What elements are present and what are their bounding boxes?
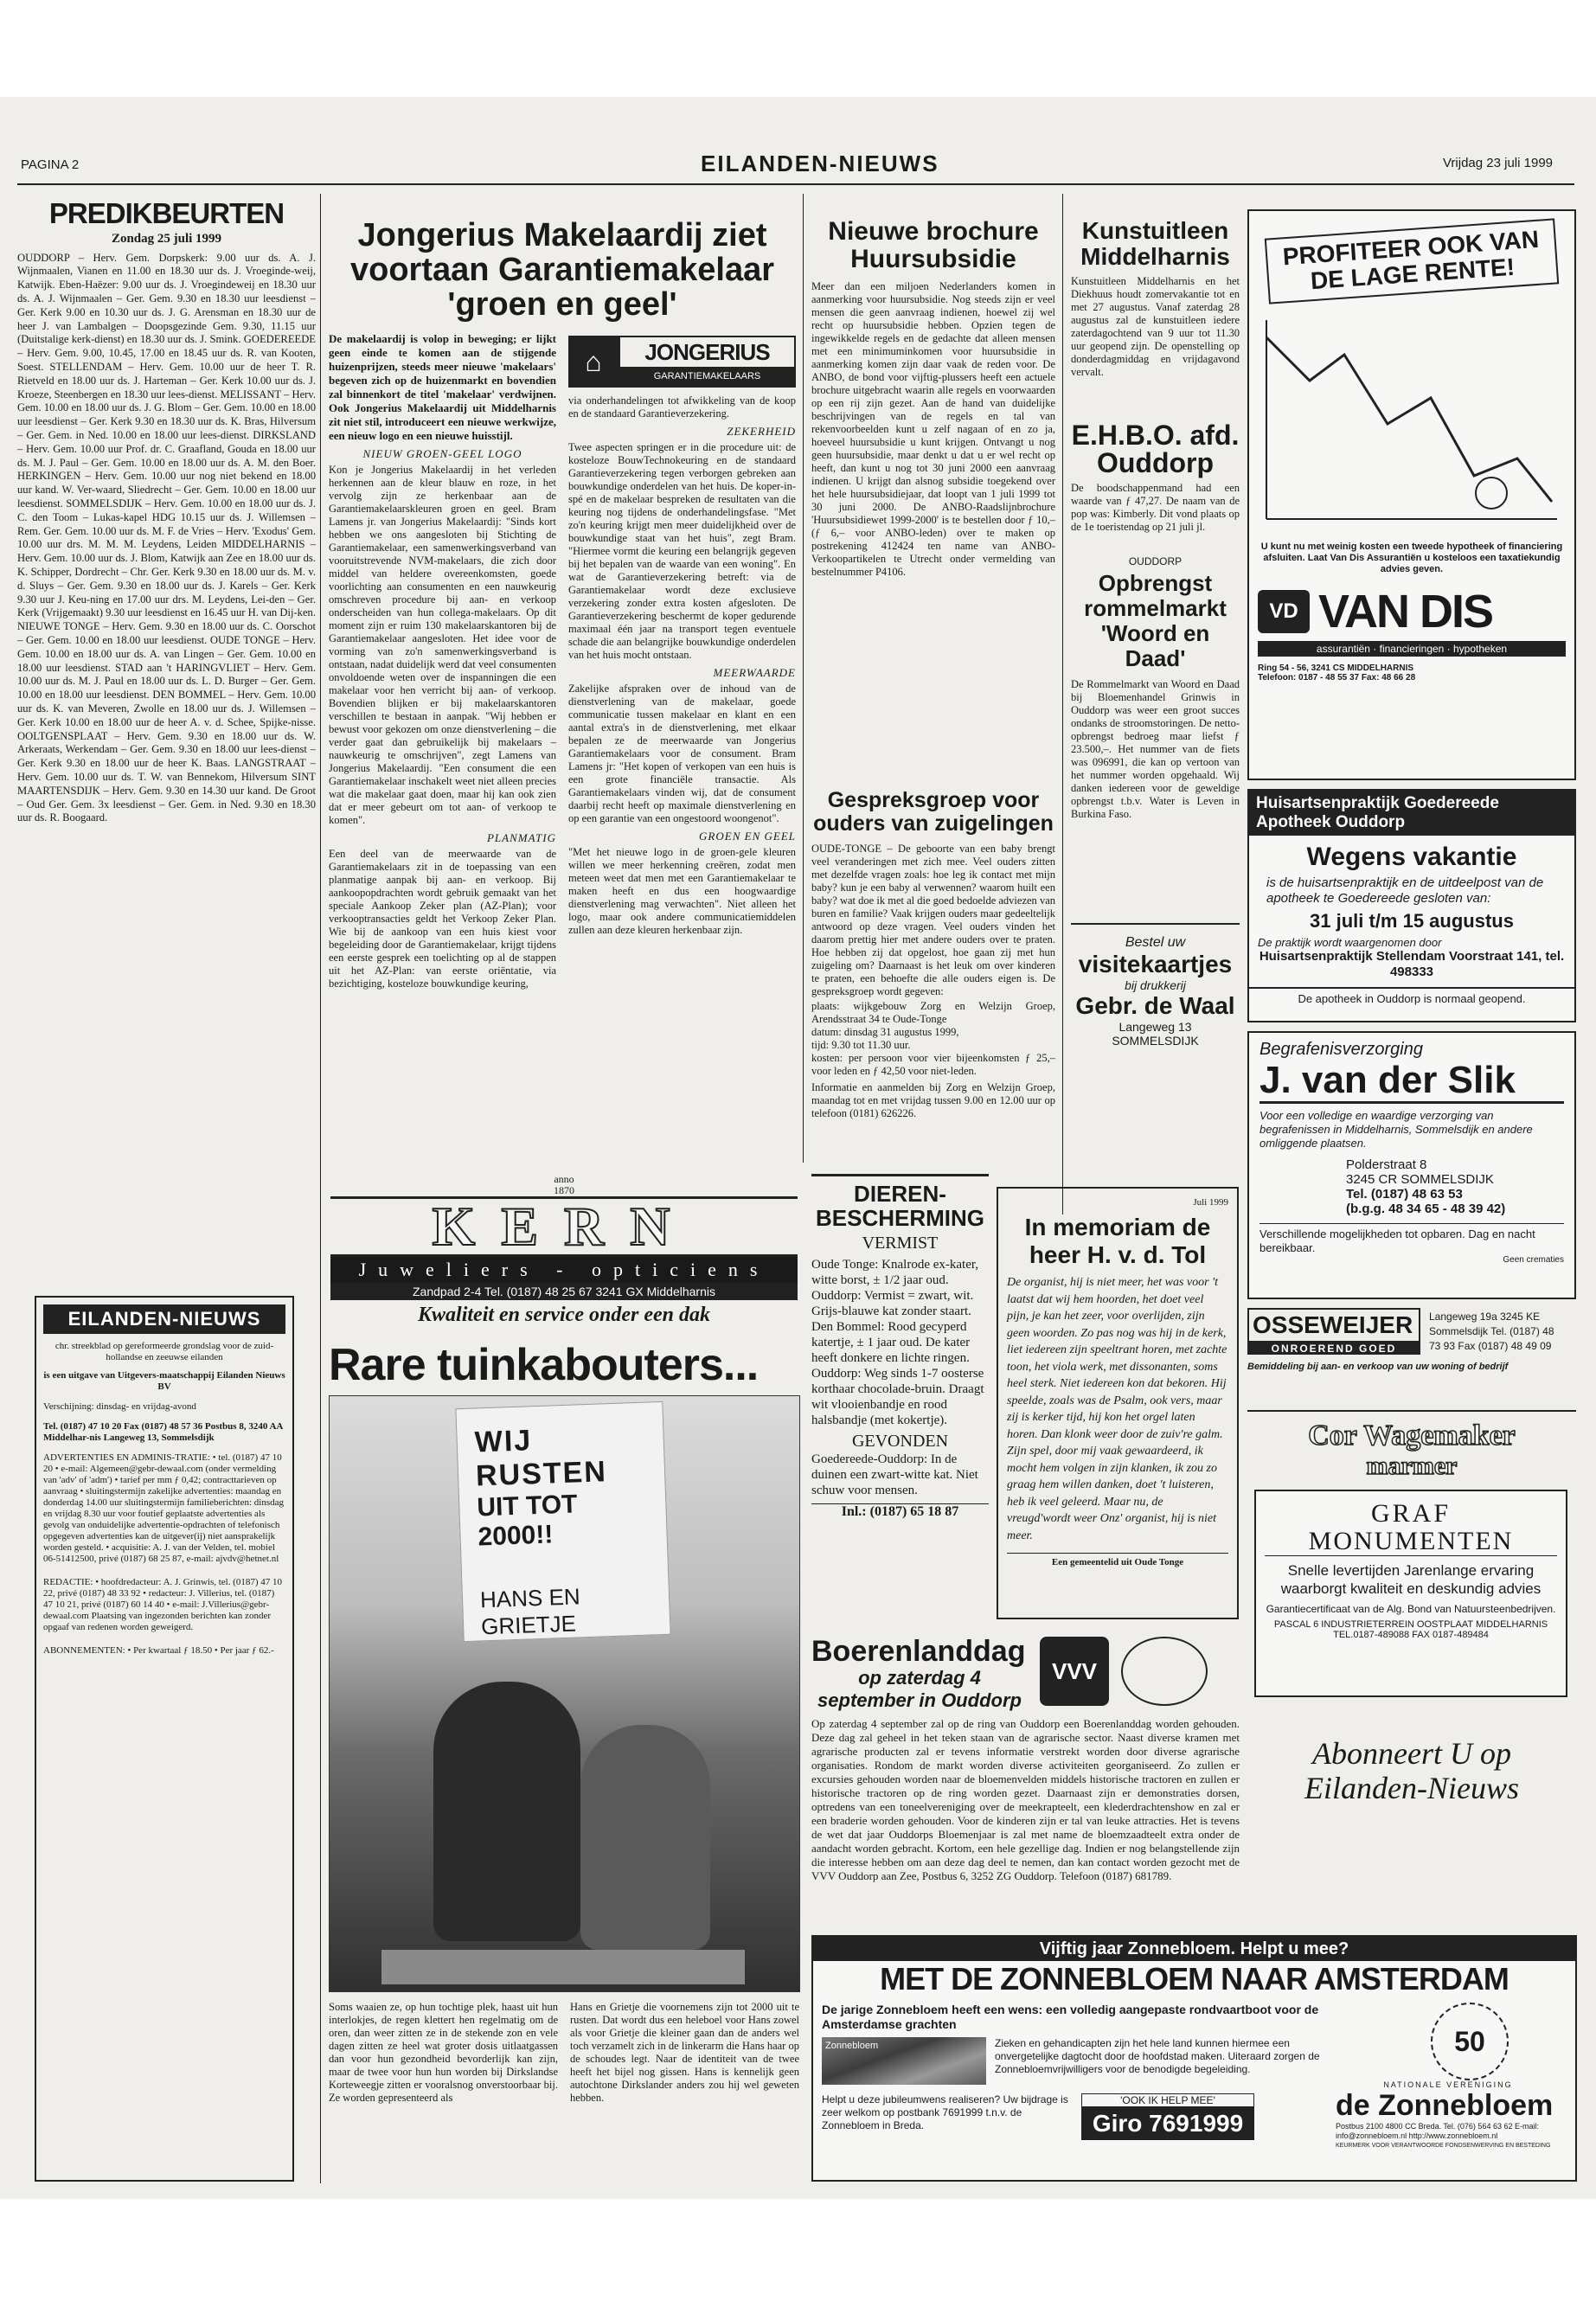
tuinkabouters-sign — [455, 1401, 670, 1642]
jongerius-headline: Jongerius Makelaardij ziet voortaan Garantiemakelaar 'groen en geel' — [349, 218, 774, 323]
osseweijer-ad — [1247, 1308, 1576, 1412]
dieren-article — [811, 1174, 989, 1632]
zonnebloem-ask: Helpt u deze jubileumwens realiseren? Uw bijdrage is zeer welkom op postbank 7691999 t.n.v. de Zonnebloem in Breda. — [822, 2093, 1068, 2131]
wagemaker-line2: marmer — [1366, 1452, 1458, 1480]
tuinkabouters-article — [329, 1343, 800, 2182]
dieren-sub1: VERMIST — [862, 1234, 939, 1253]
memoriam-poem: De organist, hij is niet meer, het was voor 't laatst dat wij hem hoorden, het doet veel pijn, je kan het zeer, voor overlijden, zijn geen woorden. Zo pas nog was hij in de kerk, liet iedereen zijn speeltrant horen, met zachte toon, het viola werk, met dissonanten, soms heel sterk. Niet iedereen kon dat bekoren. Hij speelde, zoals was de Psalm, ook vers, maar zij is kerker tijd, hij kon het orgel laten horen. Dan klonk weer door de zuiv're galm. Zijn spel, door mij vaak gewaardeerd, ik mocht hem volgen in zijn klanken, ik zou zo graag hem willen danken, doet 't luisteren, heb ik veel geleerd. Maar nu, de vreugd'wordt weer Onz' organist, hij is niet meer. — [1007, 1276, 1227, 1542]
abonneer-line1: Abonneert U op — [1312, 1736, 1511, 1771]
graf-address: PASCAL 6 INDUSTRIETERREIN OOSTPLAAT MIDDELHARNIS — [1273, 1619, 1548, 1630]
rommelmarkt-kicker: OUDDORP — [1128, 555, 1183, 567]
vandis-ad — [1247, 209, 1576, 780]
gnome-hans-figure — [433, 1682, 580, 1941]
kern-ad — [330, 1174, 798, 1334]
rommelmarkt-text: De Rommelmarkt van Woord en Daad bij Bloemenhandel Grinwis in Ouddorp was weer een groot succes ondanks de stroomstoringen. De netto-opbrengst bedroeg maar liefst ƒ 23.500,–. Het nummer van de fiets was 096991, die kan op vertoon van het nummer worden opgehaald. Wij danken iedereen voor de geweldige opbrengst t.b.v. Water is Leven in Burkina Faso. — [1071, 678, 1240, 820]
visitekaartjes-line3: bij drukkerij — [1125, 978, 1186, 992]
newspaper-page — [0, 97, 1596, 2199]
huisarts-line3: Huisartsenpraktijk Stellendam Voorstraat 141, tel. 498333 — [1259, 949, 1565, 979]
begrafenis-name: J. van der Slik — [1259, 1060, 1564, 1104]
jongerius-lead: De makelaardij is volop in beweging; er lijkt geen einde te komen aan de stijgende huizenprijzen, steeds meer nieuwe 'makelaars' begeven zich op de huizenmarkt en bovendien zal binnenkort de titel 'makelaar' verdwijnen. Ook Jongerius Makelaardij uit Middelharnis zit niet stil, introduceert een nieuwe werkwijze, een nieuw logo en een nieuwe huisstijl. — [329, 332, 556, 442]
abonneer-line2: Eilanden-Nieuws — [1304, 1771, 1519, 1805]
rommelmarkt-headline: Opbrengst rommelmarkt 'Woord en Daad' — [1084, 570, 1227, 671]
begrafenis-gsm: (b.g.g. 48 34 65 - 48 39 42) — [1346, 1202, 1506, 1216]
tuinkabouters-headline: Rare tuinkabouters... — [329, 1343, 759, 1390]
kunstuitleen-headline: Kunstuitleen Middelharnis — [1080, 218, 1230, 270]
gespreksgroep-time: tijd: 9.30 tot 11.30 uur. — [811, 1039, 911, 1051]
kerkdiensten-list: OUDDORP – Herv. Gem. Dorpskerk: 9.00 uur ds. A. J. Wijnmaalen, Vianen en 11.00 en 18.30 uur ds. J. Vroeginde-weij, Katwijk. Eben-Haëzer: 9.00 uur ds. J. Vroegindeweij en 18.30 uur ds. A. J. Wijnmaalen – Ger. Gem. 9.30 en 18.30 uur leesdienst – Ger. Kerk 9.00 en 10.30 uur ds. J. G. Arensman en 18.30 uur de heer J. van Lambalgen – Doopsgezinde Gem. 9.30, 11.15 uur (Duitstalige kerk-dienst) en 18.30 uur ds. J. Smink. GOEDEREEDE – Herv. Gem. 9.00, 10.45, 17.00 en 18.45 uur ds. R. van Kooten, Soest. STELLENDAM – Herv. Gem. 10.00 uur de heer T. R. Rietveld en 18.00 uur ds. J. Harteman – Ger. Kerk 10.00 uur ds. J. Kroeze, Steenbergen en 18.30 uur lees-dienst. MELISSANT – Herv. Gem. 10.00 en 18.00 uur ds. J. G. Blom – Ger. Gem. 10.00 en 18.00 uur leesdienst – Ger. Kerk 9.30 en 18.30 uur ds. K. Bras, Hilversum – Ger. Gem. in Ned. 10.00 en 18.00 uur lees-dienst. DIRKSLAND – Herv. Gem. 10.00 uur Prof. dr. C. Graafland, Gouda en 18.00 uur ds. M. J. Paul – Ger. Gem. 10.00 en 18.00 uur ds. A. M. den Boer. HERKINGEN – Herv. Gem. 10.00 uur nog niet bekend en 18.00 uur kand. W. Ver-waard, Sliedrecht – Ger. Gem. 10.00 en 18.00 uur leesdienst. SOMMELSDIJK – Herv. Gem. 10.00 en 18.00 uur ds. J. C. den Toom – Lukas-kapel HDG 10.15 uur ds. J. Willemsen – Rem. Ger. Gem. 10.00 uur ds. M. F. de Vries – Herv. 'Exodus' Gem. 10.00 uur drs. M. M. M. Leydens, Leiden MIDDELHARNIS – Herv. Gem. 10.00 uur ds. J. Blom, Katwijk aan Zee en 18.00 uur ds. K. Schipper, Dordrecht – Chr. Ger. Kerk 9.30 en 18.00 uur ds. M. v. d. Sluys – Ger. Gem. 9.30 en 18.00 uur ds. J. Karels – Ger. Kerk 9.30 uur J. Keu-ning en 17.00 uur drs. M. Leydens, Lei-den – Ger. Kerk (Vrijgemaakt) 9.30 uur leesdienst en 16.45 uur H. van Dij-ken. NIEUWE TONGE – Herv. Gem. 9.30 en 18.00 uur ds. C. Oorschot – Ger. Gem. 10.00 en 18.00 uur leesdienst. OUDE TONGE – Herv. Gem. 10.00 en 18.00 uur ds. A. van Lingen – Ger. Gem. 10.00 en 18.00 uur leesdienst. STAD aan 't HARINGVLIET – Herv. Gem. 10.00 uur ds. M. J. Paul en 18.00 uur ds. L. D. Burger – Ger. Gem. 10.00 en 18.00 uur leesdienst. DEN BOMMEL – Herv. Gem. 10.00 uur ds. K. van Meveren, Zwolle en 18.00 uur ds. J. Willemsen – Ger. Kerk 10.00 en 18.00 uur de heer A. v. d. Schee, Spijke-nisse. OOLTGENSPLAAT – Herv. Gem. 9.30 en 18.00 uur ds. W. Arkeraats, Werkendam – Ger. Gem. 9.30 en 18.00 uur lees-dienst – Ger. Kerk 9.30 en 18.00 uur de heer K. Baas. LANGSTRAAT – Herv. Gem. 10.00 uur ds. T. W. van Bennekom, Hilversum SINT MAARTENSDIJK – Herv. Gem. 9.30 en 14.30 uur kand. De Groot – Oud Ger. Gem. 3x leesdienst – Ger. Gem. in Ned. 9.30 en 18.30 uur ds. R. Boogaard. — [17, 251, 316, 824]
zonnebloem-logo: de Zonnebloem — [1336, 2089, 1554, 2122]
jongerius-sub2: PLANMATIG — [486, 831, 556, 844]
zonnebloem-boat-photo: Zonnebloem — [822, 2037, 986, 2085]
dieren-tel: Inl.: (0187) 65 18 87 — [811, 1503, 989, 1520]
vandis-phone: Telefoon: 0187 - 48 55 37 Fax: 48 66 28 — [1258, 673, 1416, 683]
huisarts-headline: Wegens vakantie — [1306, 843, 1517, 871]
dieren-headline: DIEREN-BESCHERMING — [811, 1174, 989, 1230]
zonnebloem-headline: MET DE ZONNEBLOEM NAAR AMSTERDAM — [880, 1961, 1509, 1997]
kerkdiensten-date: Zondag 25 juli 1999 — [111, 231, 222, 246]
kerkdiensten — [17, 199, 316, 1358]
colofon-abonnement: ABONNEMENTEN: • Per kwartaal ƒ 18.50 • Per jaar ƒ 62.- — [43, 1645, 274, 1656]
kunstuitleen-text: Kunstuitleen Middelharnis en het Diekhuus houdt zomervakantie tot en met 27 augustus. Vanaf zaterdag 28 augustus zal de kunstuitleen iedere zaterdagochtend van 9 uur tot 11.30 uur geopend zijn. De openstelling op donderdagmiddag en vrijdagavond vervalt. — [1071, 275, 1240, 378]
jongerius-article — [329, 218, 796, 1170]
memoriam-date: Juli 1999 — [1193, 1197, 1228, 1208]
huisarts-title: Huisartsenpraktijk Goedereede Apotheek Ouddorp — [1249, 791, 1574, 836]
ehbo-article — [1071, 421, 1240, 542]
bloemenjaar-logo-icon — [1121, 1637, 1208, 1706]
zonnebloem-50-badge: 50 — [1431, 2003, 1509, 2080]
boerenlanddag-article — [811, 1637, 1240, 1957]
brochure-text: Meer dan een miljoen Nederlanders komen in aanmerking voor huursubsidie. Nog steeds zijn er veel mensen die geen aanvraag indienen, hoewel zij wel recht op huursubsidie hebben. Opzien tegen de ingewikkelde regels en de gedachte dat alleen mensen met een minimuminkomen voor huursubsidie in aanmerking komen zijn daar vaak de reden voor. De ANBO, de bond voor vijftig-plussers heeft een actuele brochure uitgebracht waarin alle regels en voorwaarden op een rij zijn gezet. Aan de hand van duidelijke beschrijvingen van de regels en tal van rekenvoorbeelden kunt u zelf nagaan of en zo ja, hoeveel huursubsidie u kunt krijgen. Ontvangt u nog geen huursubsidie, maar denkt u dat u er wel recht op heeft, dan kunt u nog tot 30 juni 2000 een aanvraag indienen. U krijgt dan alsnog subsidie toegekend over het hele huursubsidiejaar, dat loopt van 1 juli 1999 tot 30 juni 2000. De ANBO-Raadslijnbrochure 'Huursubsidiewet 1999-2000' is te bestellen door ƒ 10,– (ƒ 6,– voor ANBO-leden) over te maken op postrekening 412424 ten name van ANBO-Verkoopartikelen te Utrecht onder vermelding van bestelnummer P4106. — [811, 280, 1055, 578]
jongerius-text1: Kon je Jongerius Makelaardij in het verleden herkennen aan de kleur blauw en roze, in het vervolg zijn ze herkenbaar aan de Garantiemakelaarskleuren groen en geel. Bram Lamens jr. van Jongerius Makelaardij: "Sinds kort hebben we ons aangesloten bij Stichting de Garantiemakelaar, een samenwerkingsverband van vooruitstrevende NVM-makelaars, die zich door middel van heldere overeenkomsten, goede voorlichting aan consumenten en een nauwkeurig omschreven procedure bij aan- en verkoop onderscheiden van hun collega-makelaars. Op dit moment zijn er ruim 130 makelaarskantoren bij de Garantiemakelaar aangesloten. Het idee voor de vorming van zo'n samenwerkingsverband is ontstaan, nadat duidelijk werd dat veel consumenten onvoldoende weten over de inspanningen die een makelaar voor hen verricht bij aan- of verkoop. Bovendien blijken er bij makelaarskantoren verschillen te bestaan in aanpak. "Wij hebben er bewust voor gekozen om onze dienstverlening – die verder gaat dan gebruikelijk bij makelaars – nauwkeurig te omschrijven", zegt Lamens van Jongerius Makelaardij. "Een consument die een Garantiemakelaar inschakelt weet niet alleen precies wat die makelaar gaat doen, maar hij kan ook zien dat er meer gebeurt om tot aan- of verkoop te komen". — [329, 464, 556, 826]
colofon — [35, 1296, 294, 2182]
gespreksgroep-costs: kosten: per persoon voor vier bijeenkomsten ƒ 25,– voor leden en ƒ 42,50 voor niet-leden. — [811, 1052, 1055, 1077]
gespreksgroep-date: datum: dinsdag 31 augustus 1999, — [811, 1026, 959, 1038]
dieren-text2: Goedereede-Ouddorp: In de duinen een zwart-witte kat. Niet schuw voor mensen. — [811, 1452, 978, 1497]
column-divider — [320, 194, 321, 2183]
ehbo-text: De boodschappenmand had een waarde van ƒ 47,27. De naam van de pop was: Kimberly. Dit vond plaats op de 1e toeristendag op 21 juli jl. — [1071, 482, 1240, 533]
column-divider — [1062, 194, 1063, 1215]
gespreksgroep-place: plaats: wijkgebouw Zorg en Welzijn Groep, Arendsstraat 34 te Oude-Tonge — [811, 1000, 1055, 1025]
colofon-contact: Tel. (0187) 47 10 20 Fax (0187) 48 57 36 Postbus 8, 3240 AA Middelhar-nis Langeweg 13, Sommelsdijk — [43, 1421, 283, 1443]
osseweijer-tagline: Bemiddeling bij aan- en verkoop van uw woning of bedrijf — [1247, 1362, 1509, 1372]
graf-line2: MONUMENTEN — [1265, 1528, 1557, 1556]
osseweijer-address: Langeweg 19a 3245 KE Sommelsdijk Tel. (0187) 48 73 93 Fax (0187) 48 49 09 — [1429, 1310, 1554, 1352]
gespreksgroep-text: OUDE-TONGE – De geboorte van een baby brengt veel veranderingen met zich mee. Veel ouders zitten met dezelfde vragen zoals: hoe leg ik contact met mijn baby? kun je een baby al verwennen? waarom huilt een baby? wat doe ik met al die goed bedoelde adviezen van buren en familie? Vaak krijgen ouders maar gedeeltelijk antwoord op deze vragen. Veel ouders vinden het daarom prettig hier met andere ouders over te praten. Hoe hebben zij dat opgelost, hoe gaan zij met hun zuigeling om? Daarnaast is het leuk om over kinderen te praten, een behoefte die alle ouders eigen is. De gespreksgroep wordt gegeven: — [811, 843, 1055, 997]
begrafenis-note: Geen crematies — [1503, 1255, 1564, 1265]
column-divider — [803, 194, 804, 1163]
vandis-headline: PROFITEER OOK VAN DE LAGE RENTE! — [1265, 218, 1559, 304]
tuinkabouters-sign-line1: WIJ RUSTEN — [474, 1424, 608, 1493]
graf-ad — [1254, 1490, 1567, 1697]
memoriam-ad — [997, 1187, 1239, 1619]
issue-date: Vrijdag 23 juli 1999 — [1442, 156, 1553, 170]
header-rule — [17, 183, 1574, 185]
boerenlanddag-text: Op zaterdag 4 september zal op de ring van Ouddorp een Boerenlanddag worden gehouden. Deze dag zal geheel in het teken staan van de agrarische sector. Naast diverse kramen met agrarische producten zal er tevens informatie verstrekt worden door diverse agrarische organisaties. Rondom de markt worden diverse activiteiten georganiseerd. Zo zullen er excursies gehouden worden naar de bloemenvelden middels historische tractoren en zullen er historische tractoren op de ring worden gezet. Daarnaast zijn er demonstraties dorsen, optredens van een toneelvereniging over de meekrapteelt, een klederdrachtenshow en zal er een braderie worden gehouden. Voor de kinderen zijn er tal van leuke attracties. Het is tevens de wet dat jaar Ouddorps Bloemenjaar is zal met name de bloemzaadteelt extra onder de aandacht worden gebracht. Kortom, een hele gezellige dag. Indien er nog belangstellende zijn die interesse hebben om aan deze dag deel te nemen, dan kan contact worden gezocht met de VVV Ouddorp aan Zee, Postbus 6, 3252 ZG Ouddorp. Telefoon (0187) 681789. — [811, 1716, 1240, 1882]
vvv-logo: VVV — [1040, 1637, 1109, 1706]
kern-subtitle: Juweliers - opticiens — [330, 1257, 798, 1283]
begrafenis-city: 3245 CR SOMMELSDIJK — [1346, 1172, 1494, 1187]
colofon-redactie: REDACTIE: • hoofdredacteur: A. J. Grinwis, tel. (0187) 47 10 22, privé (0187) 48 33 92 • redacteur: J. Villerius, tel. (0187) 47 10 21, privé (0187) 60 14 40 • e-mail: J.Villerius@gebr-dewaal.com Plaatsing van ingezonden berichten kan zonder opgaaf van redenen worden geweigerd. — [43, 1577, 283, 1632]
zonnebloem-giro: Giro 7691999 — [1081, 2107, 1254, 2140]
vandis-logo-mark: VD — [1258, 590, 1310, 633]
jongerius-sub1: NIEUW GROEN-GEEL LOGO — [362, 447, 522, 460]
wagemaker-line1: Cor Wagemaker — [1308, 1420, 1516, 1452]
brochure-headline: Nieuwe brochure Huursubsidie — [828, 218, 1039, 273]
begrafenis-footer: Verschillende mogelijkheden tot opbaren. Dag en nacht bereikbaar. — [1259, 1223, 1564, 1255]
jongerius-sub5: GROEN EN GEEL — [699, 830, 796, 843]
graf-features: Snelle levertijden Jarenlange ervaring waarborgt kwaliteit en deskundig advies — [1280, 1562, 1542, 1597]
huisarts-footer: De apotheek in Ouddorp is normaal geopend. — [1249, 987, 1574, 1005]
osseweijer-logo: OSSEWEIJER — [1247, 1308, 1420, 1343]
dieren-sub2: GEVONDEN — [851, 1432, 949, 1451]
gespreksgroep-footer: Informatie en aanmelden bij Zorg en Welzijn Groep, maandag tot en met vrijdag tussen 9.00 en 12.00 uur op telefoon (0181) 626226. — [811, 1081, 1055, 1119]
vandis-subtitle: assurantiën · financieringen · hypotheken — [1258, 641, 1566, 657]
visitekaartjes-line2: visitekaartjes — [1078, 951, 1233, 977]
tuinkabouters-caption1: Soms waaien ze, op hun tochtige plek, haast uit hun interlokjes, de regen klettert hen regelmatig om de oren, dan weer zitten ze in de stekende zon en vele dagen zitten ze heel wat groter dosis uitlaatgassen dan voor hun gezondheid bevorderlijk kan zijn, maar de twee voor hun hun worden bij Dirkslandse Korteweegje zitten er vooralsnog onverstoorbaar bij. Ze worden gepresenteerd als — [329, 2001, 558, 2105]
graf-line1: GRAF — [1370, 1499, 1452, 1528]
zonnebloem-kicker: Vijftig jaar Zonnebloem. Helpt u mee? — [813, 1937, 1575, 1961]
tuinkabouters-caption2: Hans en Grietje die voornemens zijn tot 2000 uit te rusten. Dat wordt dus een heleboel voor Hans zowel als voor Grietje die kleiner gaan dan de anders wel toch verzamelt zich in de linkerarm die Hans haar op de schoudes legt. Naar de identiteit van de twee heeft het bijel nog gissen. Hans is kennelijk geen autochtone Dirkslander anders zou hij wel geweten hebben. — [570, 2001, 799, 2105]
zonnebloem-badge-text: NATIONALE VERENIGING — [1383, 2080, 1513, 2089]
boerenlanddag-headline: Boerenlanddag — [811, 1637, 1026, 1668]
gespreksgroep-headline: Gespreksgroep voor ouders van zuigelingen — [813, 789, 1054, 836]
kern-slogan: Kwaliteit en service onder een dak — [418, 1304, 710, 1326]
zonnebloem-ad — [811, 1935, 1577, 2182]
jongerius-logo — [568, 336, 796, 388]
tuinkabouters-sign-line2: UIT TOT 2000!! — [476, 1490, 578, 1552]
colofon-ads: ADVERTENTIES EN ADMINIS-TRATIE: • tel. (0187) 47 10 20 • e-mail: Algemeen@gebr-dewaal.com (onder vermelding van 'adv' of 'adm') • tarief per mm ƒ 0,42; contracttarieven op aanvraag • sluitingstermijn zakelijke advertenties: maandag en donderdag 14.00 uur sluitingstermijn familieberichten: dinsdag en vrijdag 8.30 uur voor foutief geplaatste advertenties als gevolg van onduidelijke advertentie-opdrachten of telefonisch opgegeven advertenties kan de uitgever(ij) niet aansprakelijk worden gesteld. • acquisitie: A. J. van der Velden, tel. mobiel 06-51412500, privé (0187) 68 25 87, e-mail: ajvdv@hetnet.nl — [43, 1452, 284, 1564]
visitekaartjes-name: Gebr. de Waal — [1075, 992, 1235, 1019]
jongerius-text2: Een deel van de meerwaarde van de Garantiemakelaars zit in de toepassing van een planmatige aanpak bij aan- en verkoop. Bij aankoopopdrachten wordt gebruik gemaakt van het speciale Aankoop Zeker plan (AZ-Plan); voor verkooptransacties geldt het Verkoop Zeker Plan. Wie bij de aankoop van een huis kiest voor begeleiding door de Garantiemakelaar, krijgt tijdens een eerste gesprek een toelichting op al de stappen uit het AZ-Plan: van eerste oriëntatie, via bezichtiging, kosteloze bouwkundige keuring, — [329, 848, 556, 990]
tuinkabouters-sign-line3: HANS EN GRIETJE — [479, 1583, 581, 1640]
tuinkabouters-photo — [329, 1395, 800, 1992]
abonneer-ad — [1247, 1736, 1576, 1823]
colofon-intro: chr. streekblad op gereformeerde grondslag voor de zuid-hollandse en zeeuwse eilanden — [54, 1341, 274, 1362]
zonnebloem-text: Zieken en gehandicapten zijn het hele land kunnen hiermee een onvergetelijke dagtocht door de hoofdstad maken. Uiteraard zorgen de Zonnebloemvrijwilligers voor de benodigde begeleiding. — [995, 2037, 1320, 2075]
bench-figure — [381, 1950, 745, 1984]
jongerius-text4: Twee aspecten springen er in die procedure uit: de kosteloze BouwTechnokeuring en de standaard Garantieverzekering tegen verborgen gebreken aan bouwkundige onderdelen van het huis. De koper-in-spé en de makelaar bespreken de resultaten van die keuring nog tijdens de onderhandelingsfase. "Met zo'n keuring krijgt men meer duidelijkheid over de bouwkundige staat van het huis", zegt Bram. "Hiermee vormt die keuring een belangrijk gegeven bij het bepalen van de waarde van een woning". En wat de Garantieverzekering betreft: via de Garantiemakelaar wordt deze exclusieve verzekering zonder extra kosten afgesloten. De Garantieverzekering beschermt de koper gedurende maximaal één jaar na transport tegen eventuele schade die aan belangrijke bouwkundige onderdelen van het huis mocht ontstaan. — [568, 441, 796, 661]
graf-cert: Garantiecertificaat van de Alg. Bond van Natuursteenbedrijven. — [1266, 1603, 1556, 1615]
gnome-grietje-figure — [580, 1725, 710, 1950]
brochure-article — [811, 218, 1055, 780]
gespreksgroep-article — [811, 789, 1055, 1152]
visitekaartjes-line1: Bestel uw — [1125, 935, 1186, 950]
kerkdiensten-title: PREDIKBEURTEN — [48, 199, 285, 229]
masthead: EILANDEN-NIEUWS — [701, 151, 939, 176]
huisarts-ad — [1247, 789, 1576, 1022]
gespreksgroep-details — [811, 1000, 1055, 1078]
dieren-text1: Oude Tonge: Knalrode ex-kater, witte borst, ± 1/2 jaar oud. Ouddorp: Vermist = zwart, wit. Grijs-blauwe kat zonder staart. Den Bommel: Rood gecyperd katertje, ± 1 jaar oud. De kater heeft donkere en lichte ringen. Ouddorp: Weg sinds 1-7 oosterse korthaar chocolade-bruin. Draagt wit vlooienbandje en rood halsbandje (met kokertje). — [811, 1258, 984, 1427]
graf-tel: TEL.0187-489088 FAX 0187-489484 — [1333, 1630, 1489, 1640]
zonnebloem-giro-label: 'OOK IK HELP MEE' — [1081, 2093, 1254, 2107]
zonnebloem-cbf: KEURMERK VOOR VERANTWOORDE FONDSENWERVING EN BESTEDING — [1336, 2143, 1551, 2149]
jongerius-logo-mark-icon: ⌂ — [568, 336, 619, 388]
zonnebloem-lead: De jarige Zonnebloem heeft een wens: een volledig aangepaste rondvaartboot voor de Amsterdamse grachten — [822, 2003, 1319, 2031]
begrafenis-kicker: Begrafenisverzorging — [1259, 1040, 1423, 1059]
jongerius-logo-text: JONGERIUS — [644, 339, 770, 365]
kern-address: Zandpad 2-4 Tel. (0187) 48 25 67 3241 GX Middelharnis — [330, 1283, 798, 1300]
kern-year-label: anno — [554, 1174, 574, 1185]
colofon-masthead: EILANDEN-NIEUWS — [43, 1304, 285, 1334]
begrafenis-tel: Tel. (0187) 48 63 53 — [1346, 1187, 1463, 1202]
jongerius-sub4: MEERWAARDE — [713, 666, 796, 679]
memoriam-headline: In memoriam de heer H. v. d. Tol — [1024, 1214, 1211, 1268]
visitekaartjes-address2: SOMMELSDIJK — [1112, 1034, 1199, 1048]
page-number: PAGINA 2 — [21, 157, 80, 172]
visitekaartjes-address1: Langeweg 13 — [1118, 1020, 1192, 1034]
memoriam-footer: Een gemeentelid uit Oude Tonge — [1007, 1553, 1228, 1568]
huisarts-dates: 31 juli t/m 15 augustus — [1310, 910, 1514, 932]
huisarts-line1: is de huisartsenpraktijk en de uitdeelpost van de apotheek te Goedereede gesloten van: — [1266, 875, 1544, 906]
kern-logo: KERN — [330, 1196, 798, 1257]
zonnebloem-address: Postbus 2100 4800 CC Breda. Tel. (076) 564 63 62 E-mail: info@zonnebloem.nl http://www.zonnebloem.nl — [1336, 2122, 1539, 2140]
osseweijer-sub: ONROEREND GOED — [1247, 1343, 1420, 1355]
jongerius-text3: via onderhandelingen tot afwikkeling van de koop en de standaard Garantieverzekering. — [568, 394, 796, 420]
boerenlanddag-sub: op zaterdag 4 september in Ouddorp — [817, 1666, 1022, 1711]
vandis-address: Ring 54 - 56, 3241 CS MIDDELHARNIS — [1258, 663, 1414, 673]
vandis-tagline: U kunt nu met weinig kosten een tweede hypotheek of financiering afsluiten. Laat Van Dis Assurantiën u kosteloos een taxatiekundig advies geven. — [1260, 542, 1563, 574]
kunstuitleen-article — [1071, 218, 1240, 408]
jongerius-logo-sub: GARANTIEMAKELAARS — [620, 367, 794, 386]
begrafenis-desc: Voor een volledige en waardige verzorging van begrafenissen in Middelharnis, Sommelsdijk en andere omliggende plaatsen. — [1259, 1109, 1533, 1150]
jongerius-sub3: ZEKERHEID — [727, 425, 796, 438]
huisarts-line2: De praktijk wordt waargenomen door — [1258, 936, 1442, 949]
visitekaartjes-ad — [1071, 923, 1240, 1096]
rommelmarkt-article — [1071, 555, 1240, 901]
kern-year: 1870 — [554, 1184, 574, 1196]
colofon-publisher: is een uitgave van Uitgevers-maatschappij Eilanden Nieuws BV — [43, 1370, 285, 1392]
vandis-chart-illustration — [1258, 303, 1566, 536]
begrafenis-address: Polderstraat 8 — [1346, 1157, 1427, 1172]
colofon-frequency: Verschijning: dinsdag- en vrijdag-avond — [43, 1401, 196, 1412]
ehbo-headline: E.H.B.O. afd. Ouddorp — [1071, 421, 1240, 478]
begrafenis-ad — [1247, 1031, 1576, 1299]
vandis-logo: VAN DIS — [1318, 586, 1493, 638]
jongerius-text6: "Met het nieuwe logo in de groen-gele kleuren willen we meer herkenning creëren, zodat men meteen weet dat men met een Garantiemakelaar te maken heeft en dus een hoogwaardige dienstverlening mag verwachten". Niet alleen het logo, maar ook andere communicatiemiddelen zullen aan deze kleuren herkenbaar zijn. — [568, 846, 796, 936]
wagemaker-ad — [1247, 1420, 1576, 1485]
jongerius-text5: Zakelijke afspraken over de inhoud van de dienstverlening van de makelaar, goede communicatie tussen makelaar en klant en een aantal extra's in de dienstverlening, met elkaar bepalen ze de meerwaarde van Jongerius Garantiemakelaars voor de consument. Bram Lamens jr: "Het kopen of verkopen van een huis is een grote financiële transactie. Als Garantiemakelaars vinden wij, dat de consument daarbij recht heeft op maximale dienstverlening en op een garantie van een ongestoord woongenot". — [568, 683, 796, 824]
